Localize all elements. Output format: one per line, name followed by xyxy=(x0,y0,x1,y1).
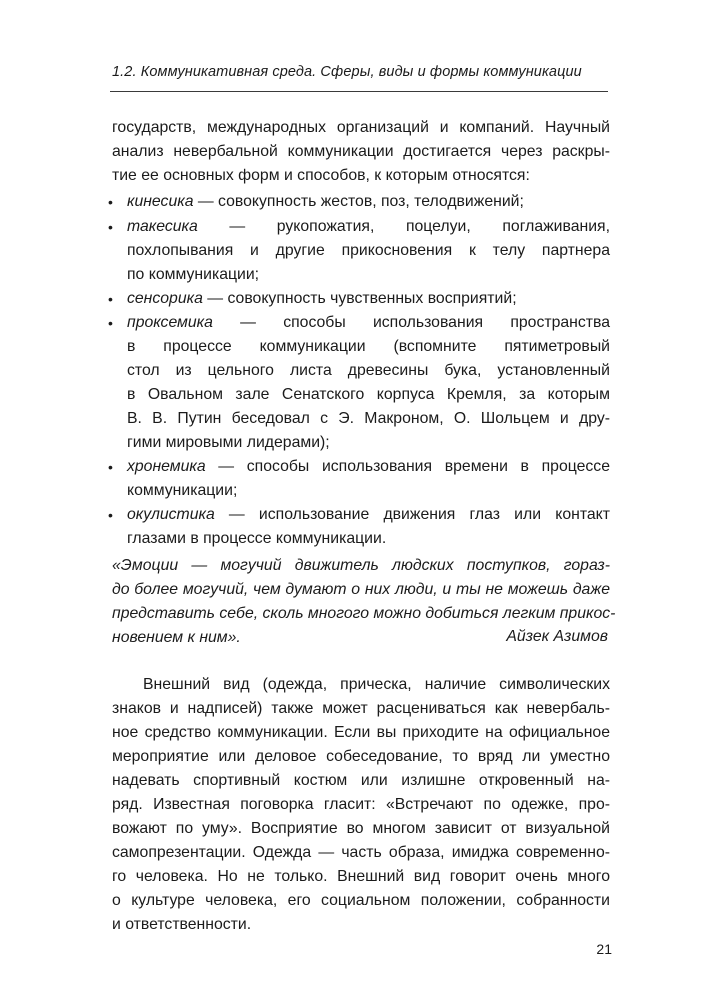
intro-line: анализ невербальной коммуникации достигается через раскры- xyxy=(112,143,610,160)
bullet-marker: • xyxy=(108,194,113,210)
paragraph-line: ное средство коммуникации. Если вы приходите на официальное xyxy=(112,724,610,741)
list-term: сенсорика xyxy=(127,290,203,307)
list-item-line: в процессе коммуникации (вспомните пятиметровый xyxy=(127,338,610,355)
quote-line: новением к ним». xyxy=(112,629,241,646)
paragraph-line: надевать спортивный костюм или излишне откровенный на- xyxy=(112,772,610,789)
bullet-marker: • xyxy=(108,291,113,307)
list-term: кинесика xyxy=(127,193,194,210)
bullet-marker: • xyxy=(108,507,113,523)
running-header: 1.2. Коммуникативная среда. Сферы, виды и формы коммуникации xyxy=(112,64,582,80)
list-item-first-line xyxy=(127,456,610,478)
list-item-first-line xyxy=(127,288,517,310)
list-item-first-line xyxy=(127,191,524,213)
bullet-marker: • xyxy=(108,315,113,331)
list-item-first-line xyxy=(127,312,610,334)
intro-line: государств, международных организаций и компаний. Научный xyxy=(112,119,610,136)
list-item-line: по коммуникации; xyxy=(127,266,260,283)
list-definition: — совокупность чувственных восприятий; xyxy=(202,290,517,307)
list-definition: — способы использования пространства xyxy=(212,314,610,331)
list-item-line: гими мировыми лидерами); xyxy=(127,434,330,451)
list-definition: — использование движения глаз или контакт xyxy=(214,506,610,523)
list-item-line: в Овальном зале Сенатского корпуса Кремля, за которым xyxy=(127,386,610,403)
quote-author: Айзек Азимов xyxy=(506,628,608,645)
paragraph-line: го человека. Но не только. Внешний вид говорит очень много xyxy=(112,868,610,885)
paragraph-line: Внешний вид (одежда, прическа, наличие символических xyxy=(143,676,610,693)
list-item-line: стол из цельного листа древесины бука, установленный xyxy=(127,362,610,379)
list-item-first-line xyxy=(127,504,610,526)
paragraph-line: самопрезентации. Одежда — часть образа, имиджа современно- xyxy=(112,844,610,861)
list-term: окулистика xyxy=(127,506,215,523)
list-item-line: похлопывания и другие прикосновения к телу партнера xyxy=(127,242,610,259)
paragraph-line: вожают по уму». Восприятие во многом зависит от визуальной xyxy=(112,820,610,837)
list-term: такесика xyxy=(127,218,198,235)
list-definition: — совокупность жестов, поз, телодвижений; xyxy=(193,193,524,210)
list-item-first-line xyxy=(127,216,610,238)
paragraph-line: и ответственности. xyxy=(112,916,252,933)
quote-line: до более могучий, чем думают о них люди, и ты не можешь даже xyxy=(112,581,610,598)
list-definition: — способы использования времени в процессе xyxy=(205,458,610,475)
paragraph-line: о культуре человека, его социальном положении, собранности xyxy=(112,892,610,909)
list-item-line: коммуникации; xyxy=(127,482,238,499)
list-term: проксемика xyxy=(127,314,213,331)
quote-line: «Эмоции — могучий движитель людских поступков, гораз- xyxy=(112,557,610,574)
header-divider xyxy=(110,91,608,92)
list-definition: — рукопожатия, поцелуи, поглаживания, xyxy=(197,218,610,235)
list-item-line: глазами в процессе коммуникации. xyxy=(127,530,387,547)
list-item-line: В. В. Путин беседовал с Э. Макроном, О. Шольцем и дру- xyxy=(127,410,610,427)
quote-line: представить себе, сколь многого можно добиться легким прикос- xyxy=(112,605,616,622)
paragraph-line: ряд. Известная поговорка гласит: «Встречают по одежке, про- xyxy=(112,796,610,813)
intro-line: тие ее основных форм и способов, к которым относятся: xyxy=(112,167,530,184)
paragraph-line: знаков и надписей) также может расцениваться как невербаль- xyxy=(112,700,610,717)
list-term: хронемика xyxy=(127,458,206,475)
page-number: 21 xyxy=(596,941,612,957)
paragraph-line: мероприятие или деловое собеседование, то вряд ли уместно xyxy=(112,748,610,765)
bullet-marker: • xyxy=(108,219,113,235)
bullet-marker: • xyxy=(108,459,113,475)
